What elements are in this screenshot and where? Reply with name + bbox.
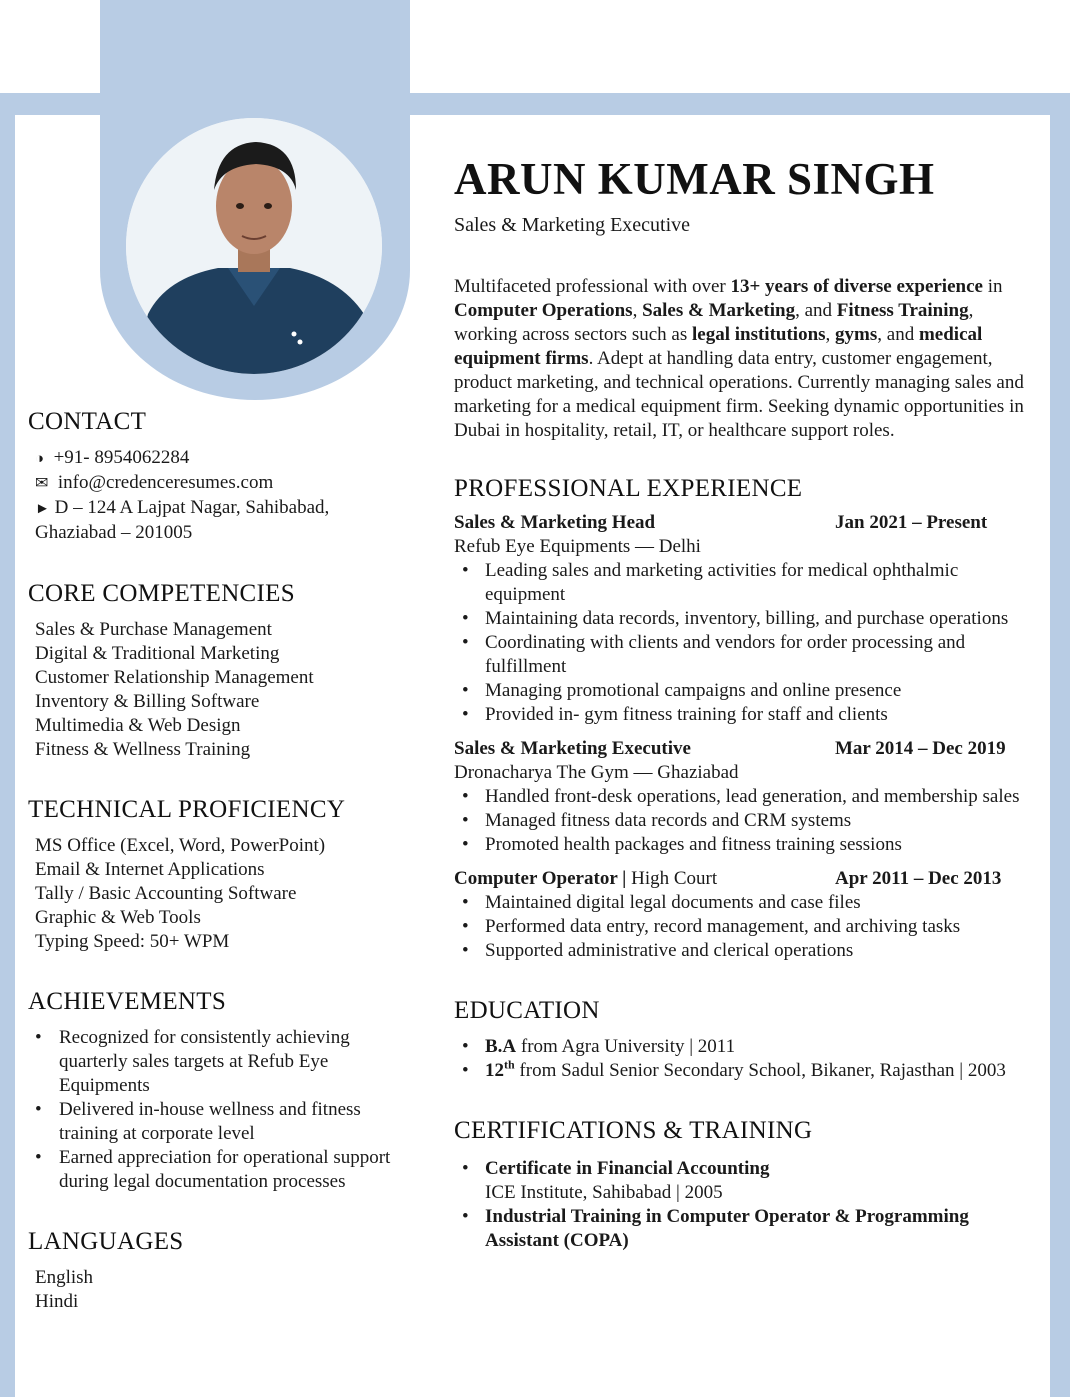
competency-item: Fitness & Wellness Training — [35, 739, 251, 760]
degree: 12 — [485, 1060, 504, 1081]
achievements-section — [28, 988, 398, 1194]
achievement-item: • Recognized for consistently achieving quarterly sales targets at Refub Eye Equipments — [28, 1026, 398, 1098]
summary-highlight: Sales & Marketing — [642, 300, 796, 321]
job-dates: Apr 2011 – Dec 2013 — [835, 868, 1002, 889]
education-heading: EDUCATION — [454, 997, 600, 1024]
job-bullet: • Handled front-desk operations, lead generation, and membership sales — [485, 785, 1039, 809]
competency-item: Inventory & Billing Software — [35, 691, 260, 712]
phone-icon: ◑ — [35, 451, 45, 467]
job-company: Refub Eye Equipments — Delhi — [454, 536, 701, 557]
job-bullet: • Performed data entry, record management, and archiving tasks — [485, 915, 1039, 939]
profile-summary — [454, 275, 1039, 443]
languages-heading: LANGUAGES — [28, 1228, 184, 1255]
degree-suffix: th — [504, 1057, 515, 1072]
languages-section — [28, 1228, 398, 1314]
left-border — [0, 93, 15, 1397]
education-item — [485, 1059, 1039, 1083]
summary-highlight: legal institutions — [691, 324, 826, 345]
job-bullet: • Maintaining data records, inventory, billing, and purchase operations — [485, 607, 1039, 631]
job-bullet: • Maintained digital legal documents and case files — [485, 891, 1039, 915]
job-position: Sales & Marketing Head — [454, 512, 656, 533]
profile-photo-illustration — [126, 118, 382, 374]
technical-item: MS Office (Excel, Word, PowerPoint) — [35, 835, 326, 856]
email-icon: ✉ — [35, 475, 49, 492]
technical-item: Typing Speed: 50+ WPM — [35, 931, 230, 952]
job-header — [454, 867, 1039, 891]
certification-name: Industrial Training in Computer Operator & Programming Assistant (COPA) — [485, 1206, 969, 1251]
summary-text: , working across sectors such as — [454, 300, 974, 345]
phone-row — [35, 446, 398, 471]
job-dates: Jan 2021 – Present — [835, 512, 988, 533]
achievement-item: • Delivered in-house wellness and fitness training at corporate level — [28, 1098, 398, 1146]
technical-item: Tally / Basic Accounting Software — [35, 883, 297, 904]
summary-highlight: medical equipment firms — [454, 324, 983, 369]
job-position: Computer Operator — [454, 868, 618, 889]
address-icon: ► — [35, 501, 50, 517]
job-bullet: • Coordinating with clients and vendors for order processing and fulfillment — [485, 631, 1039, 679]
email-row — [35, 471, 398, 496]
experience-section — [454, 475, 1039, 963]
address-line-1: D – 124 A Lajpat Nagar, Sahibabad, — [54, 497, 330, 518]
job-company: Dronacharya The Gym — Ghaziabad — [454, 762, 739, 783]
job-bullets — [454, 559, 1039, 727]
technical-proficiency-list — [28, 834, 398, 954]
technical-item: Graphic & Web Tools — [35, 907, 201, 928]
certification-item — [485, 1205, 1039, 1253]
certifications-list — [454, 1157, 1039, 1253]
job-position: Sales & Marketing Executive — [454, 738, 691, 759]
experience-heading: PROFESSIONAL EXPERIENCE — [454, 475, 803, 502]
achievements-heading: ACHIEVEMENTS — [28, 988, 227, 1015]
education-section — [454, 997, 1039, 1083]
summary-highlight: 13+ years of diverse experience — [730, 276, 983, 297]
job-bullet: • Managing promotional campaigns and online presence — [485, 679, 1039, 703]
core-competencies-list — [28, 618, 398, 762]
education-list — [454, 1035, 1039, 1083]
education-detail: from Agra University | 2011 — [516, 1036, 736, 1057]
address-line-2: Ghaziabad – 201005 — [35, 522, 193, 543]
summary-text: , — [825, 324, 836, 345]
certification-detail: ICE Institute, Sahibabad | 2005 — [485, 1182, 723, 1203]
job-bullet: • Supported administrative and clerical operations — [485, 939, 1039, 963]
right-column — [454, 150, 1039, 1253]
summary-highlight: gyms — [835, 324, 878, 345]
contact-section — [28, 408, 398, 545]
job-bullet: • Managed fitness data records and CRM systems — [485, 809, 1039, 833]
certifications-section — [454, 1117, 1039, 1253]
summary-highlight: Computer Operations — [454, 300, 633, 321]
right-border — [1050, 93, 1070, 1397]
job-bullet: • Provided in- gym fitness training for staff and clients — [485, 703, 1039, 727]
achievement-item: • Earned appreciation for operational support during legal documentation processes — [28, 1146, 398, 1194]
technical-item: Email & Internet Applications — [35, 859, 265, 880]
summary-text: in — [982, 276, 1003, 297]
contact-heading: CONTACT — [28, 408, 147, 435]
job-title: Sales & Marketing Executive — [454, 214, 691, 236]
email-address[interactable]: info@credenceresumes.com — [57, 472, 274, 493]
competency-item: Digital & Traditional Marketing — [35, 643, 280, 664]
contact-lines — [28, 446, 398, 545]
profile-photo — [126, 118, 382, 374]
summary-text: , and — [877, 324, 919, 345]
competency-item: Sales & Purchase Management — [35, 619, 272, 640]
candidate-name: ARUN KUMAR SINGH — [454, 154, 935, 204]
left-column — [28, 400, 398, 1314]
certifications-heading: CERTIFICATIONS & TRAINING — [454, 1117, 813, 1144]
competency-item: Customer Relationship Management — [35, 667, 314, 688]
phone-number: +91- 8954062284 — [53, 447, 190, 468]
job-position-line — [454, 867, 835, 891]
summary-text: Multifaceted professional with over — [454, 276, 731, 297]
technical-proficiency-section — [28, 796, 398, 954]
education-item — [485, 1035, 1039, 1059]
core-competencies-heading: CORE COMPETENCIES — [28, 580, 295, 607]
job-entry — [454, 511, 1039, 727]
language-item: English — [35, 1267, 94, 1288]
summary-text: , and — [795, 300, 837, 321]
job-entry — [454, 867, 1039, 963]
summary-highlight: Fitness Training — [836, 300, 969, 321]
job-dates: Mar 2014 – Dec 2019 — [835, 738, 1006, 759]
job-bullet: • Promoted health packages and fitness training sessions — [485, 833, 1039, 857]
achievements-list — [28, 1026, 398, 1194]
job-org: High Court — [631, 868, 718, 889]
job-bullets — [454, 891, 1039, 963]
job-bullet: • Leading sales and marketing activities for medical ophthalmic equipment — [485, 559, 1039, 607]
job-entry — [454, 737, 1039, 857]
core-competencies-section — [28, 580, 398, 762]
job-header — [454, 737, 1039, 761]
summary-text: , — [632, 300, 643, 321]
summary-text: . Adept at handling data entry, customer engagement, product marketing, and technical operations. Currently managing sales and marketing for a medical equipment firm. Seeking dynamic opportunities in Dubai in hospitality, retail, IT, or healthcare support roles. — [454, 348, 1024, 441]
languages-list — [28, 1266, 398, 1314]
competency-item: Multimedia & Web Design — [35, 715, 241, 736]
education-detail: from Sadul Senior Secondary School, Bikaner, Rajasthan | 2003 — [514, 1060, 1006, 1081]
degree: B.A — [485, 1036, 517, 1057]
job-separator: | — [617, 868, 632, 889]
certification-item — [485, 1157, 1039, 1205]
job-bullets — [454, 785, 1039, 857]
job-header — [454, 511, 1039, 535]
certification-name: Certificate in Financial Accounting — [485, 1158, 770, 1179]
language-item: Hindi — [35, 1291, 79, 1312]
technical-proficiency-heading: TECHNICAL PROFICIENCY — [28, 796, 346, 823]
address-row — [35, 496, 398, 521]
